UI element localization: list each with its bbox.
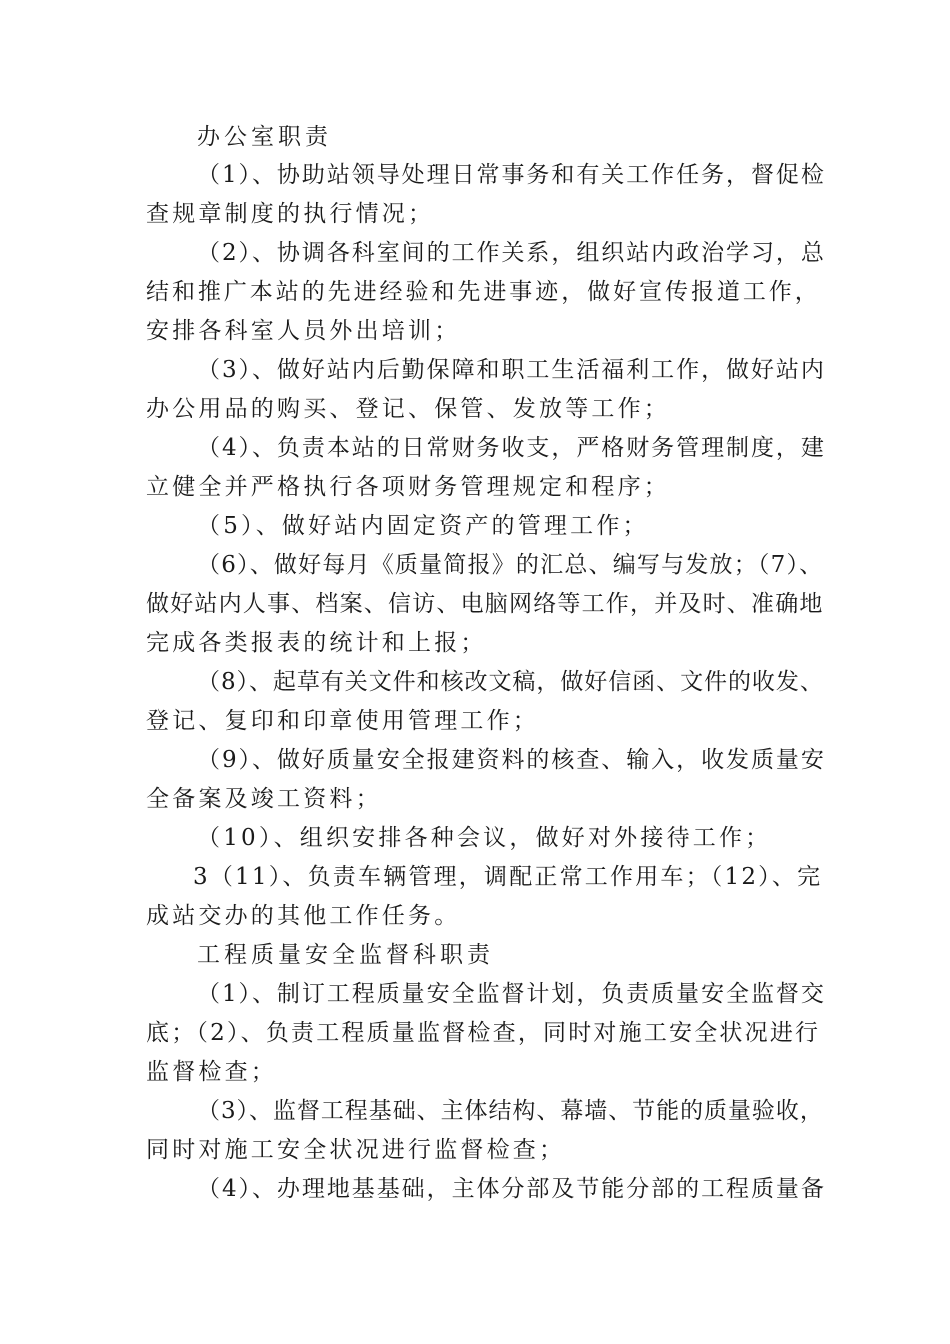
supervision-line-4: （3）、监督工程基础、主体结构、幕墙、节能的质量验收， bbox=[197, 1098, 824, 1124]
office-line-4: 结和推广本站的先进经验和先进事迹，做好宣传报道工作， bbox=[146, 279, 821, 305]
office-line-5: 安排各科室人员外出培训； bbox=[146, 318, 461, 344]
office-line-20: 成站交办的其他工作任务。 bbox=[146, 903, 461, 929]
office-line-15: 登记、复印和印章使用管理工作； bbox=[146, 708, 539, 734]
office-line-19: 3（11）、负责车辆管理，调配正常工作用车；（12）、完 bbox=[193, 864, 823, 890]
office-line-10: （5）、做好站内固定资产的管理工作； bbox=[197, 513, 649, 539]
office-line-1: （1）、协助站领导处理日常事务和有关工作任务，督促检 bbox=[197, 162, 826, 188]
office-line-8: （4）、负责本站的日常财务收支，严格财务管理制度，建 bbox=[197, 435, 826, 461]
office-line-13: 完成各类报表的统计和上报； bbox=[146, 630, 487, 656]
supervision-line-1: （1）、制订工程质量安全监督计划，负责质量安全监督交 bbox=[197, 981, 826, 1007]
supervision-line-5: 同时对施工安全状况进行监督检查； bbox=[146, 1137, 566, 1163]
office-line-14: （8）、起草有关文件和核改文稿，做好信函、文件的收发、 bbox=[197, 669, 824, 695]
office-line-9: 立健全并严格执行各项财务管理规定和程序； bbox=[146, 474, 670, 500]
office-line-6: （3）、做好站内后勤保障和职工生活福利工作，做好站内 bbox=[197, 357, 826, 383]
office-line-18: （10）、组织安排各种会议，做好对外接待工作； bbox=[197, 825, 772, 851]
supervision-line-2: 底；（2）、负责工程质量监督检查，同时对施工安全状况进行 bbox=[146, 1020, 821, 1046]
office-section-title: 办公室职责 bbox=[197, 124, 332, 150]
office-line-12: 做好站内人事、档案、信访、电脑网络等工作，并及时、准确地 bbox=[146, 591, 824, 617]
supervision-section-title: 工程质量安全监督科职责 bbox=[197, 942, 494, 968]
office-line-7: 办公用品的购买、登记、保管、发放等工作； bbox=[146, 396, 670, 422]
office-line-17: 全备案及竣工资料； bbox=[146, 786, 382, 812]
supervision-line-6: （4）、办理地基基础，主体分部及节能分部的工程质量备 bbox=[197, 1176, 826, 1202]
office-line-11: （6）、做好每月《质量简报》的汇总、编写与发放；（7）、 bbox=[197, 552, 824, 578]
office-line-3: （2）、协调各科室间的工作关系，组织站内政治学习，总 bbox=[197, 240, 826, 266]
office-line-2: 查规章制度的执行情况； bbox=[146, 201, 435, 227]
office-line-16: （9）、做好质量安全报建资料的核查、输入，收发质量安 bbox=[197, 747, 826, 773]
supervision-line-3: 监督检查； bbox=[146, 1059, 277, 1085]
